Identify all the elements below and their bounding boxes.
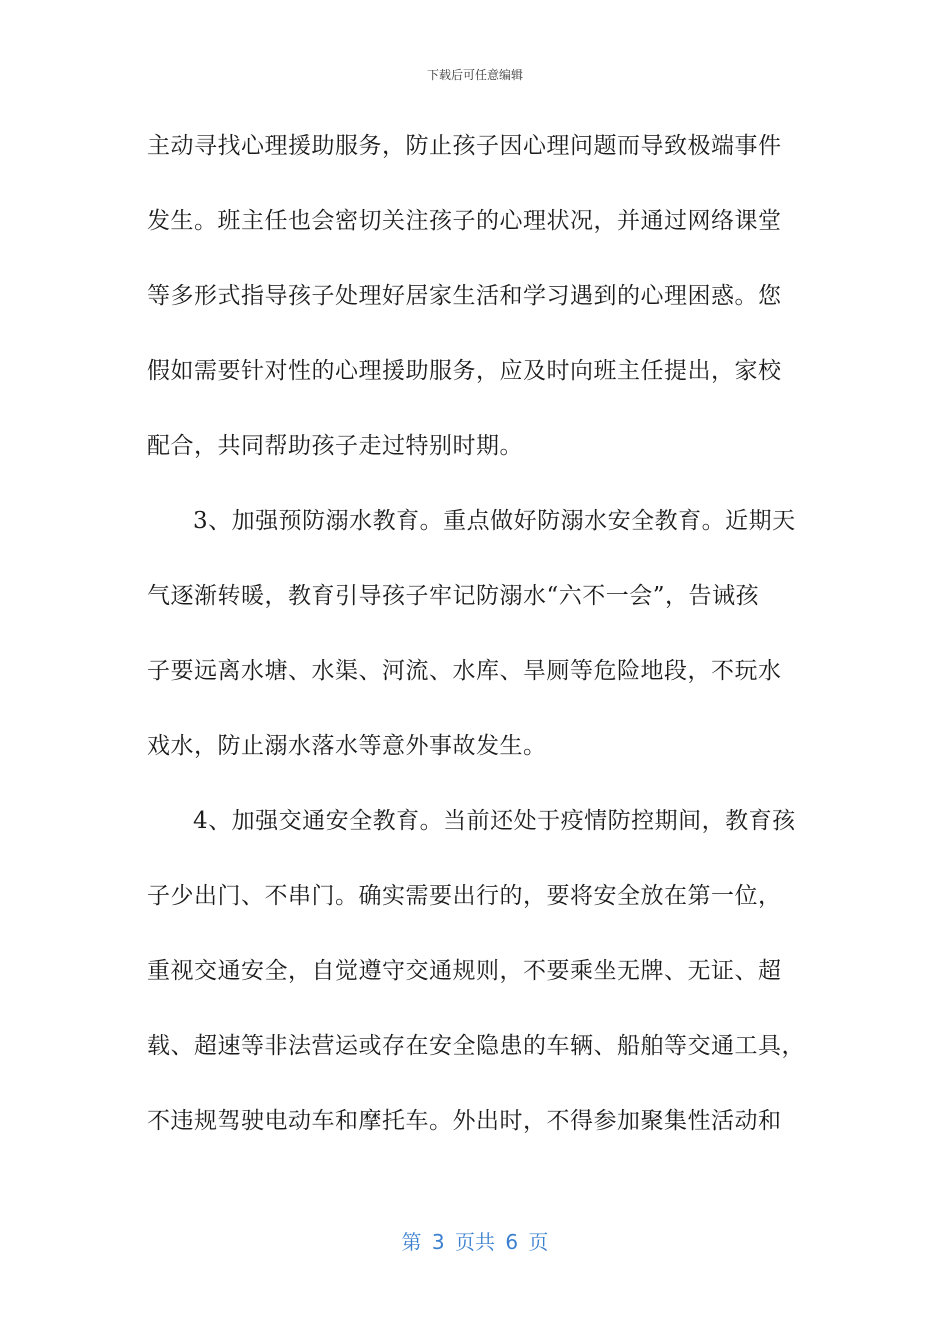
text-line: 气逐渐转暖，教育引导孩子牢记防溺水“六不一会”，告诫孩 xyxy=(147,583,760,609)
text-line: 戏水，防止溺水落水等意外事故发生。 xyxy=(147,733,547,759)
text-line: 3、加强预防溺水教育。重点做好防溺水安全教育。近期天 xyxy=(193,508,796,534)
download-note: 下载后可任意编辑 xyxy=(426,68,523,82)
text-line: 子少出门、不串门。确实需要出行的，要将安全放在第一位， xyxy=(147,883,782,909)
text-line: 4、加强交通安全教育。当前还处于疫情防控期间，教育孩 xyxy=(193,808,796,834)
text-line: 重视交通安全，自觉遵守交通规则，不要乘坐无牌、无证、超 xyxy=(147,958,782,984)
text-line: 载、超速等非法营运或存在安全隐患的车辆、船舶等交通工具， xyxy=(147,1033,805,1059)
text-line: 子要远离水塘、水渠、河流、水库、旱厕等危险地段，不玩水 xyxy=(147,658,782,684)
text-line: 配合，共同帮助孩子走过特别时期。 xyxy=(147,433,523,459)
page-number: 第 3 页共 6 页 xyxy=(401,1230,549,1254)
text-line: 假如需要针对性的心理援助服务，应及时向班主任提出，家校 xyxy=(147,358,782,384)
text-line: 不违规驾驶电动车和摩托车。外出时，不得参加聚集性活动和 xyxy=(147,1108,782,1134)
text-line: 主动寻找心理援助服务，防止孩子因心理问题而导致极端事件 xyxy=(147,133,782,159)
text-line: 发生。班主任也会密切关注孩子的心理状况，并通过网络课堂 xyxy=(147,208,782,234)
text-line: 等多形式指导孩子处理好居家生活和学习遇到的心理困惑。您 xyxy=(147,283,782,309)
